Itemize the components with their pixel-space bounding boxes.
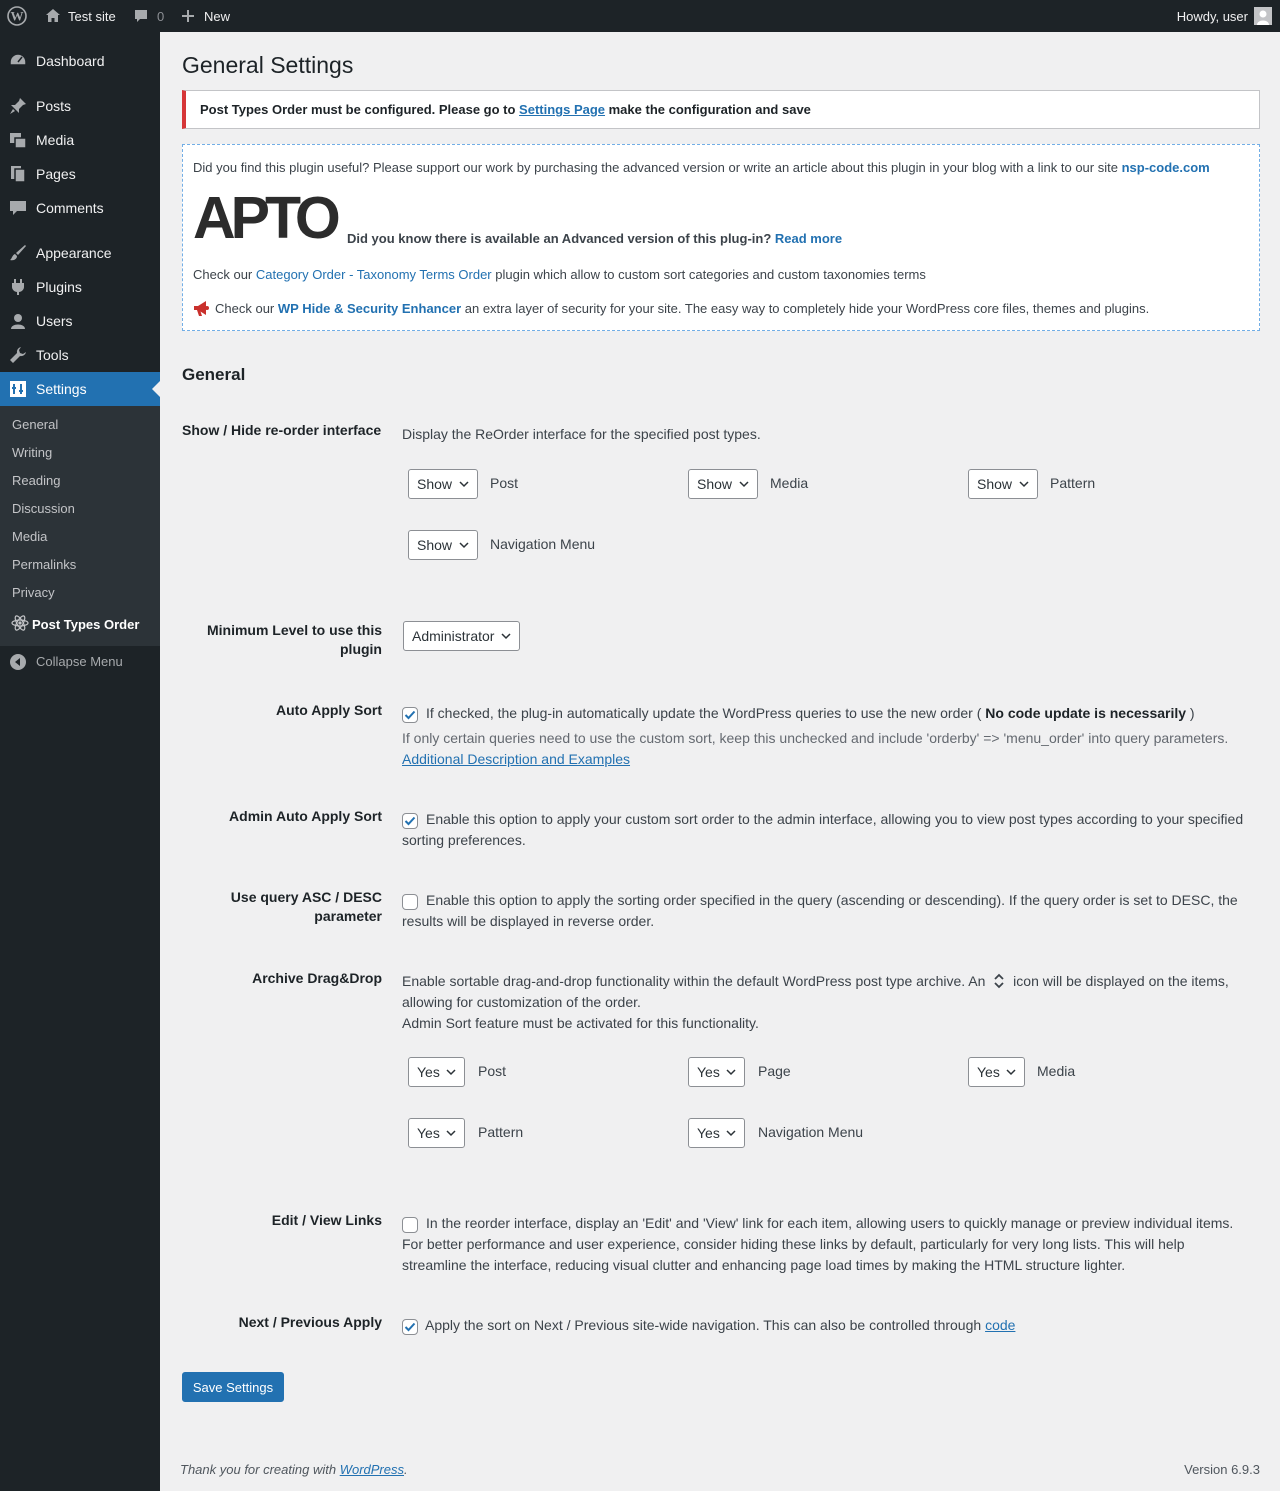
query-asc-desc-text-1: Enable this option to apply the sorting order specified in the query (ascending or descending). If the query order is set to DESC, the bbox=[426, 892, 1238, 908]
minimum-level-label: Minimum Level to use this plugin bbox=[206, 622, 382, 657]
next-previous-apply-label: Next / Previous Apply bbox=[238, 1314, 382, 1330]
submenu-item-writing[interactable]: Writing bbox=[12, 445, 53, 460]
sidebar-item-pages[interactable]: Pages bbox=[0, 157, 160, 191]
plugin-icon bbox=[9, 278, 27, 296]
avatar bbox=[1254, 7, 1272, 25]
read-more-link[interactable]: Read more bbox=[774, 231, 843, 246]
show-hide-option-post: Post bbox=[490, 475, 519, 491]
chevron-down-icon bbox=[446, 1129, 456, 1137]
media-icon bbox=[9, 131, 27, 149]
show-hide-select-post[interactable]: Show bbox=[408, 469, 478, 499]
edit-view-links-text-2: For better performance and user experience, consider hiding these links by default, particularly for very long lists. This will help bbox=[402, 1236, 1185, 1252]
sidebar-item-settings[interactable]: Settings bbox=[0, 372, 160, 406]
chevron-down-icon bbox=[501, 632, 511, 640]
archive-select-page[interactable]: Yes bbox=[688, 1057, 745, 1087]
archive-option-media: Media bbox=[1037, 1063, 1076, 1079]
comments-link[interactable]: 0 bbox=[133, 0, 164, 32]
section-title-general: General bbox=[182, 365, 246, 384]
chevron-down-icon bbox=[726, 1129, 736, 1137]
svg-text:W: W bbox=[10, 8, 24, 24]
site-name-link[interactable]: Test site bbox=[44, 0, 116, 32]
chevron-down-icon bbox=[726, 1068, 736, 1076]
promo-line-wp-hide: Check our WP Hide & Security Enhancer an extra layer of security for your site. The easy way to completely hide your WordPress core files, themes and plugins. bbox=[193, 299, 1149, 317]
auto-apply-sort-label: Auto Apply Sort bbox=[275, 702, 382, 718]
admin-auto-apply-sort-text-2: sorting preferences. bbox=[402, 832, 526, 848]
query-asc-desc-text-2: results will be displayed in reverse order. bbox=[402, 913, 655, 929]
show-hide-label: Show / Hide re-order interface bbox=[182, 422, 382, 438]
wordpress-logo-icon[interactable] bbox=[7, 0, 27, 32]
archive-option-post: Post bbox=[478, 1063, 507, 1079]
error-notice: Post Types Order must be configured. Please go to Settings Page make the configuration and save bbox=[182, 90, 1260, 129]
show-hide-select-navigation-menu[interactable]: Show bbox=[408, 530, 478, 560]
comments-icon bbox=[9, 199, 27, 217]
chevron-down-icon bbox=[739, 480, 749, 488]
sidebar-item-media[interactable]: Media bbox=[0, 123, 160, 157]
settings-submenu bbox=[0, 406, 160, 646]
save-settings-button[interactable]: Save Settings bbox=[182, 1372, 284, 1402]
admin-bar bbox=[0, 0, 1280, 32]
checkmark-icon bbox=[402, 813, 418, 829]
nsp-code-link[interactable]: nsp-code.com bbox=[1121, 160, 1210, 175]
archive-drag-drop-text-3: Admin Sort feature must be activated for this functionality. bbox=[402, 1015, 759, 1031]
submenu-item-permalinks[interactable]: Permalinks bbox=[12, 557, 77, 572]
footer-thank-you: Thank you for creating with WordPress. bbox=[180, 1462, 408, 1477]
wordpress-link[interactable]: WordPress bbox=[339, 1462, 404, 1477]
auto-apply-sort-checkbox[interactable] bbox=[402, 707, 418, 723]
edit-view-links-text-3: streamline the interface, reducing visual clutter and enhancing page load times by making the HTML structure lighter. bbox=[402, 1257, 1126, 1273]
brush-icon bbox=[9, 244, 27, 262]
atom-icon bbox=[11, 614, 29, 632]
chevron-down-icon bbox=[446, 1068, 456, 1076]
archive-select-pattern[interactable]: Yes bbox=[408, 1118, 465, 1148]
sidebar-item-users[interactable]: Users bbox=[0, 304, 160, 338]
collapse-icon bbox=[10, 654, 26, 670]
sort-arrows-icon bbox=[992, 972, 1006, 990]
wrench-icon bbox=[9, 346, 27, 364]
edit-view-links-checkbox[interactable] bbox=[402, 1217, 418, 1233]
admin-auto-apply-sort-checkbox[interactable] bbox=[402, 813, 418, 829]
checkmark-icon bbox=[402, 1319, 418, 1335]
submenu-item-post-types-order[interactable]: Post Types Order bbox=[32, 617, 140, 632]
auto-apply-sort-description: If only certain queries need to use the custom sort, keep this unchecked and include 'orderby' => 'menu_order' into query parameters. bbox=[402, 730, 1229, 746]
minimum-level-select[interactable]: Administrator bbox=[403, 621, 520, 651]
sidebar-item-dashboard[interactable]: Dashboard bbox=[0, 44, 160, 78]
promo-line-category-order: Check our Category Order - Taxonomy Terms Order plugin which allow to custom sort categories and custom taxonomies terms bbox=[193, 267, 926, 282]
settings-page-link[interactable]: Settings Page bbox=[519, 102, 606, 117]
megaphone-icon bbox=[193, 299, 211, 317]
show-hide-select-media[interactable]: Show bbox=[688, 469, 758, 499]
sidebar-item-appearance[interactable]: Appearance bbox=[0, 236, 160, 270]
sidebar-item-plugins[interactable]: Plugins bbox=[0, 270, 160, 304]
next-previous-apply-checkbox[interactable] bbox=[402, 1319, 418, 1335]
auto-apply-sort-text: If checked, the plug-in automatically update the WordPress queries to use the new order ( No code update is necessarily ) bbox=[426, 705, 1195, 721]
collapse-menu-button[interactable]: Collapse Menu bbox=[0, 646, 160, 678]
chevron-down-icon bbox=[459, 541, 469, 549]
archive-drag-drop-label: Archive Drag&Drop bbox=[252, 970, 382, 986]
archive-select-media[interactable]: Yes bbox=[968, 1057, 1025, 1087]
additional-description-link[interactable]: Additional Description and Examples bbox=[402, 751, 631, 767]
new-content-link[interactable]: New bbox=[181, 0, 230, 32]
sidebar-item-tools[interactable]: Tools bbox=[0, 338, 160, 372]
chevron-down-icon bbox=[1019, 480, 1029, 488]
home-icon bbox=[44, 7, 62, 25]
promo-line-advanced: Did you know there is available an Advanced version of this plug-in? Read more bbox=[347, 231, 843, 246]
submenu-item-general[interactable]: General bbox=[12, 417, 59, 432]
category-order-link[interactable]: Category Order - Taxonomy Terms Order bbox=[255, 267, 492, 282]
promo-box bbox=[182, 144, 1260, 331]
sidebar-item-comments[interactable]: Comments bbox=[0, 191, 160, 225]
show-hide-select-pattern[interactable]: Show bbox=[968, 469, 1038, 499]
chevron-down-icon bbox=[1006, 1068, 1016, 1076]
settings-icon bbox=[9, 380, 27, 398]
pages-icon bbox=[9, 165, 27, 183]
next-previous-apply-text: Apply the sort on Next / Previous site-wide navigation. This can also be controlled through code bbox=[425, 1317, 1016, 1333]
edit-view-links-text-1: In the reorder interface, display an 'Edit' and 'View' link for each item, allowing users to quickly manage or preview individual items. bbox=[426, 1215, 1234, 1231]
main-content bbox=[160, 32, 1280, 1491]
chevron-down-icon bbox=[459, 480, 469, 488]
checkmark-icon bbox=[402, 707, 418, 723]
footer-version: Version 6.9.3 bbox=[1184, 1462, 1260, 1477]
code-link[interactable]: code bbox=[985, 1317, 1016, 1333]
comment-bubble-icon bbox=[133, 8, 149, 24]
admin-auto-apply-sort-label: Admin Auto Apply Sort bbox=[229, 808, 382, 824]
current-menu-arrow bbox=[152, 381, 160, 397]
archive-drag-drop-text-1: Enable sortable drag-and-drop functionality within the default WordPress post type archive. An icon will be displayed on the items, bbox=[402, 973, 1229, 989]
submenu-item-privacy[interactable]: Privacy bbox=[12, 585, 55, 600]
archive-drag-drop-text-2: allowing for customization of the order. bbox=[402, 994, 641, 1010]
archive-option-pattern: Pattern bbox=[478, 1124, 524, 1140]
plus-icon bbox=[181, 9, 195, 23]
users-icon bbox=[9, 312, 27, 330]
apto-logo[interactable]: APTO bbox=[193, 185, 336, 251]
submenu-item-media[interactable]: Media bbox=[12, 529, 48, 544]
show-hide-description: Display the ReOrder interface for the specified post types. bbox=[402, 426, 761, 442]
edit-view-links-label: Edit / View Links bbox=[271, 1212, 382, 1228]
admin-sidebar bbox=[0, 32, 160, 1491]
sidebar-item-posts[interactable]: Posts bbox=[0, 89, 160, 123]
page-title: General Settings bbox=[182, 52, 354, 78]
submenu-item-reading[interactable]: Reading bbox=[12, 473, 61, 488]
show-hide-option-navigation-menu: Navigation Menu bbox=[490, 536, 596, 552]
wp-hide-link[interactable]: WP Hide & Security Enhancer bbox=[277, 301, 462, 316]
show-hide-option-media: Media bbox=[770, 475, 809, 491]
show-hide-option-pattern: Pattern bbox=[1050, 475, 1096, 491]
promo-line-support: Did you find this plugin useful? Please support our work by purchasing the advanced version or write an article about this plugin in your blog with a link to our site nsp-code.com bbox=[193, 160, 1210, 175]
query-asc-desc-checkbox[interactable] bbox=[402, 894, 418, 910]
submenu-item-discussion[interactable]: Discussion bbox=[12, 501, 75, 516]
pin-icon bbox=[9, 97, 27, 115]
archive-select-post[interactable]: Yes bbox=[408, 1057, 465, 1087]
my-account-link[interactable]: Howdy, user bbox=[1177, 0, 1272, 32]
archive-select-navigation-menu[interactable]: Yes bbox=[688, 1118, 745, 1148]
admin-auto-apply-sort-text-1: Enable this option to apply your custom sort order to the admin interface, allowing you to view post types according to your specified bbox=[426, 811, 1244, 827]
archive-option-navigation-menu: Navigation Menu bbox=[758, 1124, 864, 1140]
archive-option-page: Page bbox=[758, 1063, 791, 1079]
query-asc-desc-label: Use query ASC / DESC parameter bbox=[230, 889, 382, 924]
dashboard-icon bbox=[9, 52, 27, 70]
